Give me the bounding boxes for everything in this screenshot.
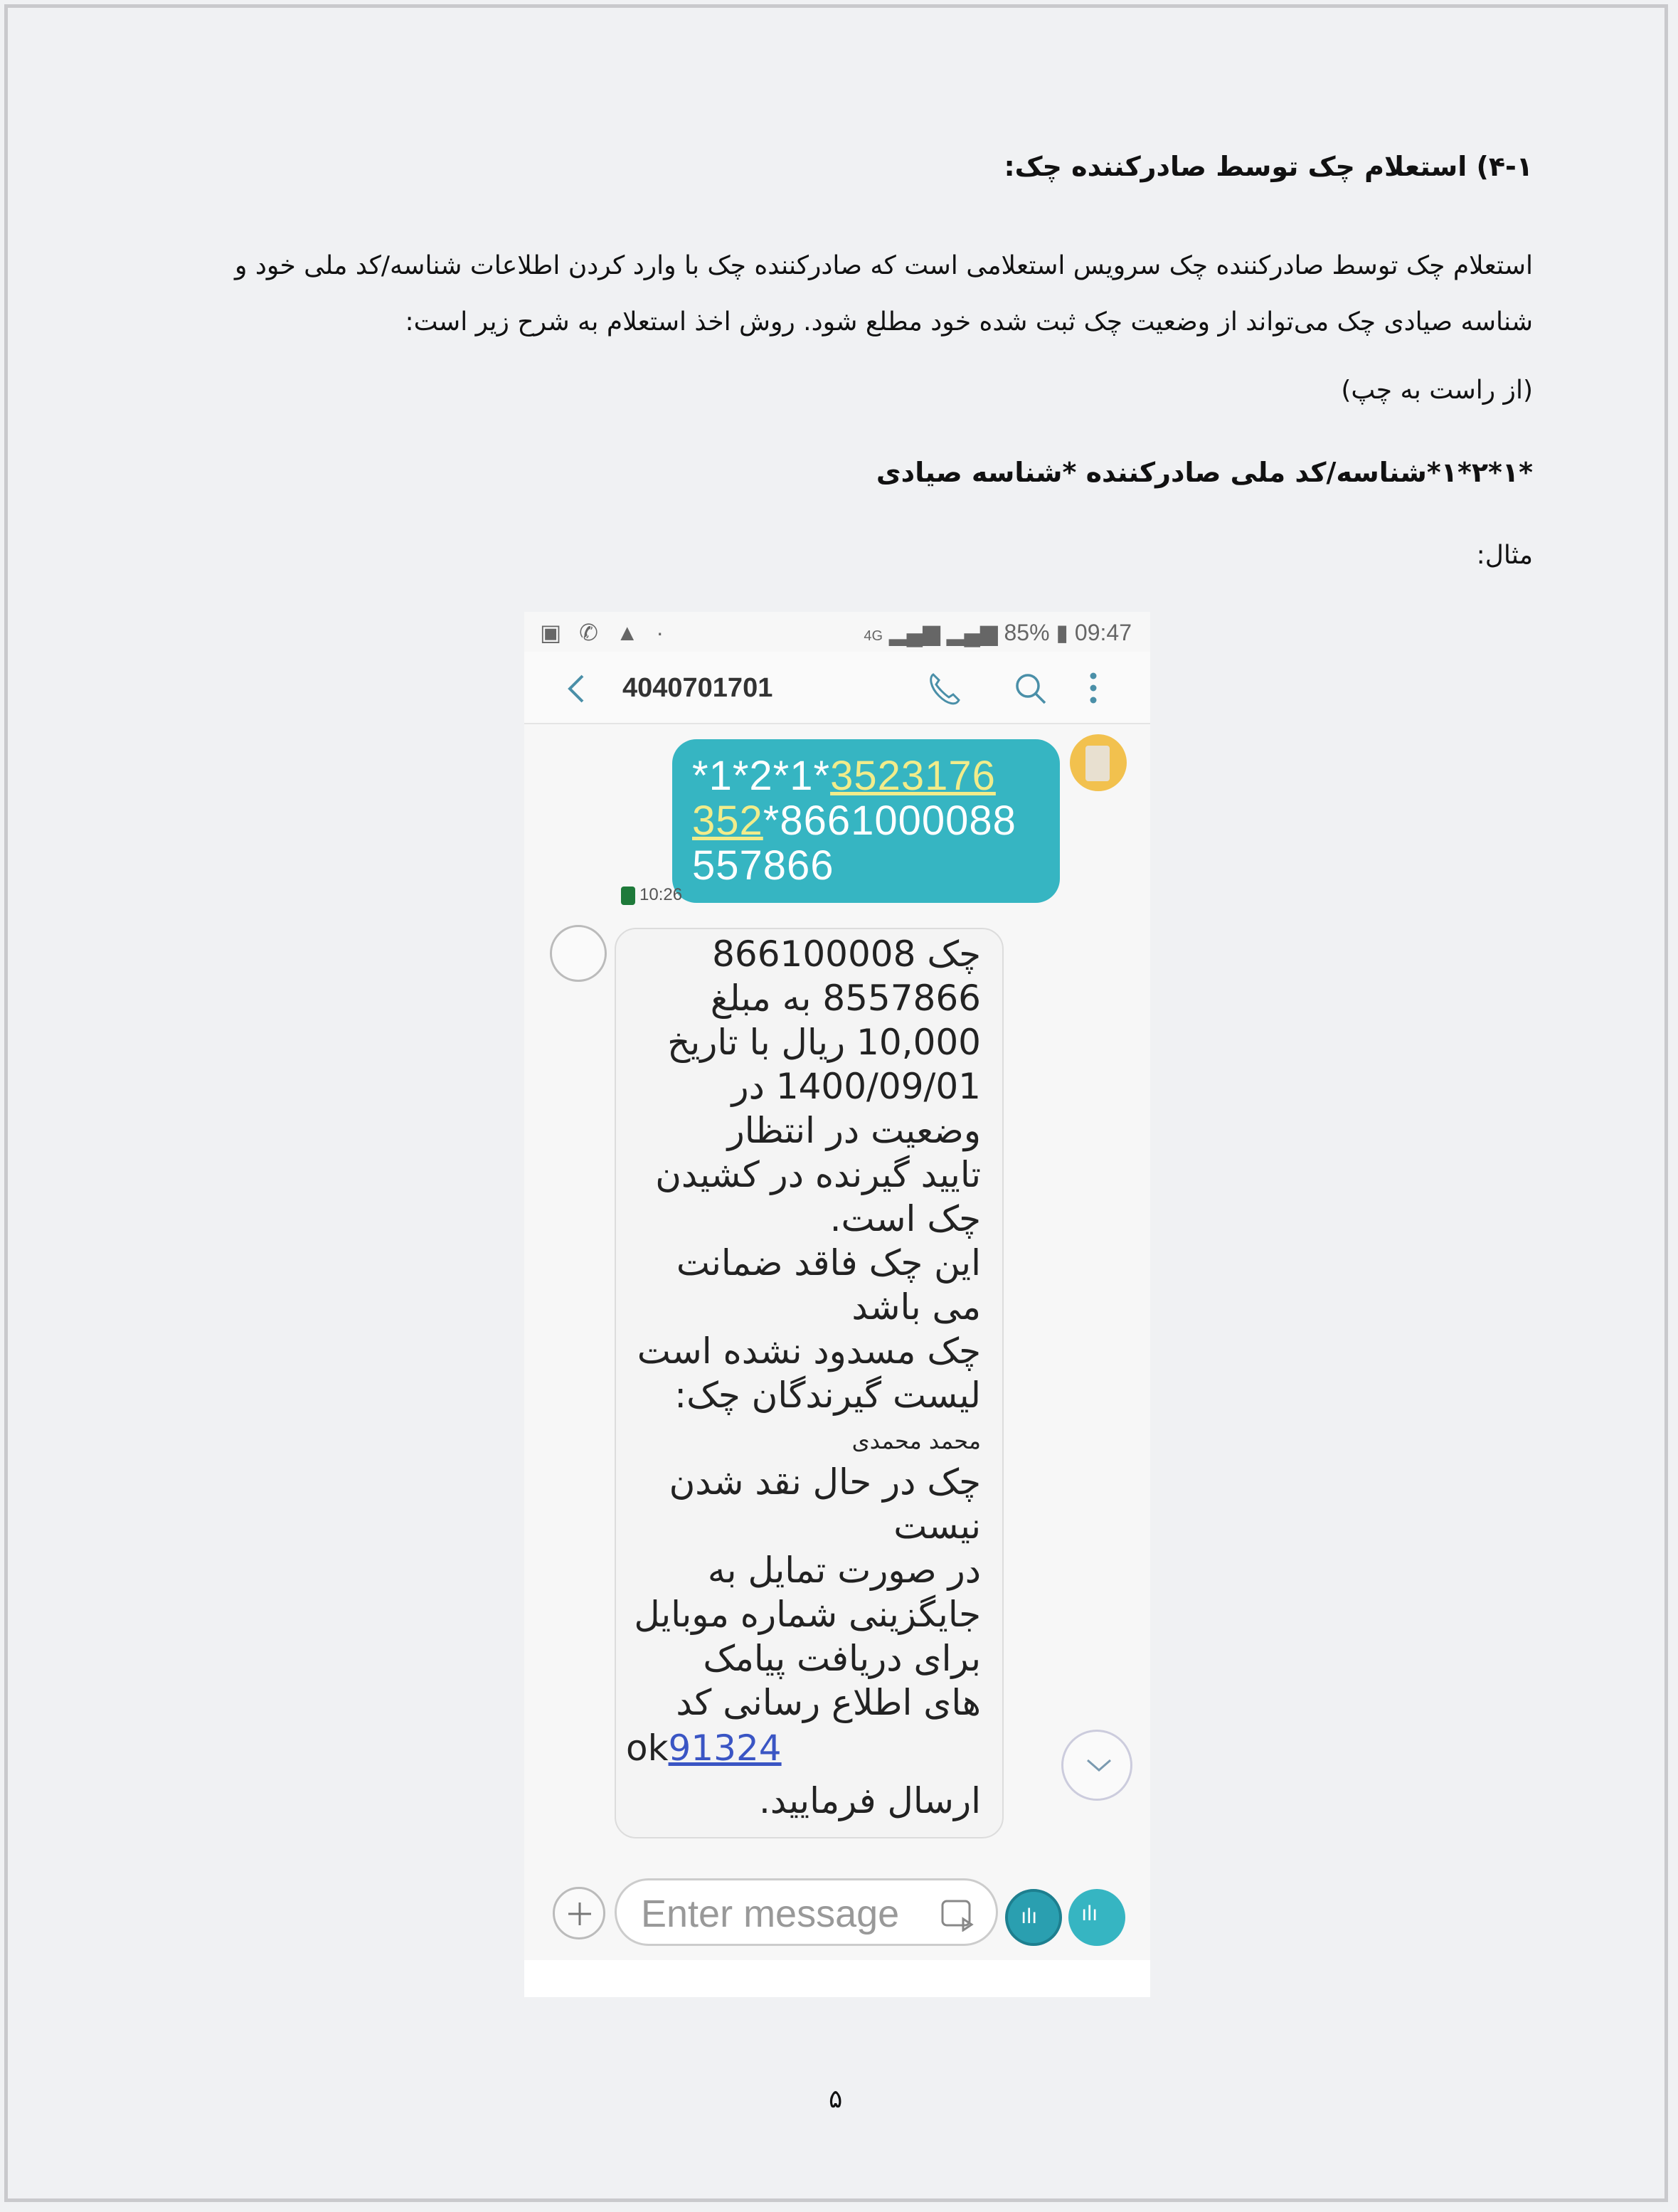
voice-send-sim1-button[interactable] [1005, 1889, 1062, 1946]
example-label: مثال: [1476, 541, 1533, 570]
ok-prefix: ok [626, 1727, 669, 1769]
input-placeholder: Enter message [641, 1893, 900, 1935]
plus-icon [567, 1901, 593, 1927]
voice-send-sim2-button[interactable] [1068, 1889, 1125, 1946]
received-text-line: 10,000 ریال با تاریخ [667, 1022, 981, 1063]
received-text-line: این چک فاقد ضمانت [676, 1242, 981, 1284]
received-text-line: تایید گیرنده در کشیدن [655, 1154, 981, 1195]
sms-screenshot [524, 612, 1150, 1997]
user-avatar [1070, 734, 1127, 791]
sent-message-bubble [672, 739, 1060, 903]
voice-wave-icon: ılı [1081, 1902, 1098, 1925]
notification-icons: ▣ ✆ ▲ · [540, 620, 670, 645]
scroll-down-button[interactable] [1061, 1730, 1132, 1801]
back-icon[interactable] [565, 673, 587, 704]
sender-avatar-icon [550, 925, 607, 982]
received-text-line: چک 866100008 [712, 933, 981, 975]
sent-link[interactable]: 3523176 [830, 753, 996, 799]
received-text-line: ارسال فرمایید. [758, 1780, 981, 1821]
conversation-header [524, 652, 1150, 724]
received-text-line: های اطلاع رسانی کد [676, 1682, 981, 1723]
sent-text: *1*2*1* [692, 753, 831, 799]
time-text: 10:26 [639, 885, 683, 904]
voice-wave-icon: ılı [1021, 1905, 1038, 1928]
received-text-line: برای دریافت پیامک [703, 1638, 981, 1679]
message-input[interactable] [615, 1878, 998, 1946]
received-text-line: نیست [893, 1505, 981, 1547]
sent-text: *8661000088 [763, 798, 1016, 844]
more-options-icon[interactable] [1088, 670, 1099, 707]
received-text-line: چک است. [829, 1198, 981, 1239]
network-indicator: 4G [864, 628, 883, 644]
received-text-line: محمد محمدی [851, 1427, 981, 1454]
received-text-line: در صورت تمایل به [707, 1550, 981, 1591]
phone-icon[interactable] [926, 670, 963, 707]
ussd-formula: *۱*۲*۱*شناسه/کد ملی صادرکننده *شناسه صیادی [876, 457, 1533, 488]
clock: 09:47 [1074, 620, 1132, 645]
received-text-line: چک مسدود نشده است [637, 1330, 981, 1372]
contact-number: 4040701701 [622, 673, 773, 703]
received-text-line: 8557866 به مبلغ [710, 978, 981, 1019]
ok-code-line [626, 1727, 782, 1769]
received-text-line: وضعیت در انتظار [727, 1110, 981, 1151]
paragraph: استعلام چک توسط صادرکننده چک سرویس استعلامی است که صادرکننده چک با وارد کردن اطلاعات شناسه/کد ملی خود و شناسه صیادی چک می‌تواند از وضعیت چک ثبت شده خود مطلع شود. روش اخذ استعلام به شرح زیر است: [235, 251, 1533, 337]
message-time [621, 885, 682, 905]
signal-icon: ▂▄▆ ▂▄▆ [888, 620, 998, 645]
received-text-line: چک در حال نقد شدن [669, 1461, 981, 1503]
chevron-down-icon [1085, 1757, 1113, 1774]
received-text-line: لیست گیرندگان چک: [674, 1375, 981, 1416]
direction-note: (از راست به چپ) [1341, 376, 1533, 405]
received-text-line: جایگزینی شماره موبایل [634, 1594, 981, 1635]
page-number: ۵ [829, 2085, 843, 2114]
sent-text: 557866 [692, 842, 834, 889]
battery-icon: ▮ [1056, 620, 1069, 645]
status-bar [524, 612, 1150, 652]
sim-icon [621, 887, 635, 905]
short-code-link[interactable]: 91324 [668, 1727, 782, 1769]
received-text-line: می باشد [851, 1286, 981, 1328]
sent-link[interactable]: 352 [692, 798, 763, 844]
received-text-line: 1400/09/01 در [731, 1066, 981, 1107]
battery-level: 85% [1004, 620, 1050, 645]
received-message-bubble [615, 928, 1004, 1838]
search-icon[interactable] [1012, 670, 1049, 707]
section-heading: ۴-۱) استعلام چک توسط صادرکننده چک: [1004, 151, 1533, 182]
add-attachment-button[interactable] [553, 1887, 605, 1940]
sticker-icon[interactable] [940, 1898, 975, 1932]
